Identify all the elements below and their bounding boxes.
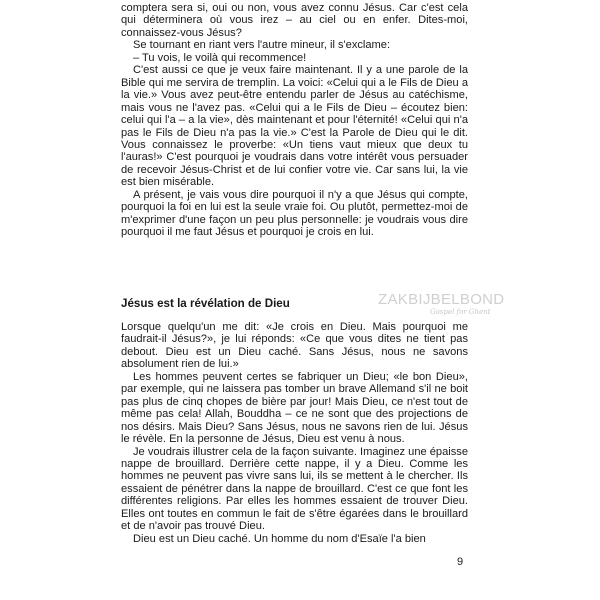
paragraph: – Tu vois, le voilà qui recommence!: [133, 51, 307, 64]
paragraph: Je voudrais illustrer cela de la façon suivante. Imaginez une épaisse nappe de brouillard. Derrière cette nappe, il y a Dieu. Comme les hommes ne peuvent pas vivre sans lui, ils se mettent à le chercher. Ils essaient de pénétrer dans la nappe de brouillard. C'est ce que font les différentes religions. Par elles les hommes essaient de trouver Dieu. Elles ont toutes en commun le fait de s'être égarées dans le brouillard et de n'avoir pas trouvé Dieu.: [121, 445, 468, 533]
paragraph: Les hommes peuvent certes se fabriquer un Dieu; «le bon Dieu», par exemple, qui ne laissera pas tomber un brave Allemand s'il ne boit pas plus de cinq chopes de bière par jour! Mais Dieu, ce n'est tout de même pas cela! Allah, Bouddha – ce ne sont que des projections de nos désirs. Mais Dieu? Sans Jésus, nous ne savons rien de lui. Jésus le révèle. En la personne de Jésus, Dieu est venu à nous.: [121, 370, 468, 446]
paragraph: C'est aussi ce que je veux faire maintenant. Il y a une parole de la Bible qui me servira de tremplin. La voici: «Celui qui a le Fils de Dieu a la vie.» Vous avez peut-être entendu parler de Jésus au catéchisme, mais vous ne l'avez pas. «Celui qui a le Fils de Dieu – écoutez bien: celui qui l'a – a la vie», dès maintenant et pour l'éternité! «Celui qui n'a pas le Fils de Dieu n'a pas la vie.» C'est la Parole de Dieu qui le dit. Vous connaissez le proverbe: «Un tiens vaut mieux que deux tu l'auras!» C'est pourquoi je voudrais dans votre intérêt vous persuader de recevoir Jésus-Christ et de lui confier votre vie. Car sans lui, la vie est bien misérable.: [121, 64, 468, 189]
text-block-bottom: [121, 321, 468, 545]
paragraph: Se tournant en riant vers l'autre mineur, il s'exclame:: [133, 39, 391, 52]
watermark-logo: [378, 291, 505, 321]
text-block-top: [121, 2, 468, 239]
page-number: 9: [457, 556, 464, 568]
paragraph: comptera sera si, oui ou non, vous avez connu Jésus. Car c'est cela qui déterminera où vous irez – au ciel ou en enfer. Dites-moi, connaissez-vous Jésus?: [121, 2, 468, 39]
paragraph: Dieu est un Dieu caché. Un homme du nom d'Esaïe l'a bien: [133, 532, 426, 545]
watermark-tagline: Gospel for Ghent: [430, 308, 491, 316]
paragraph: Lorsque quelqu'un me dit: «Je crois en Dieu. Mais pourquoi me faudrait-il Jésus?», je lui réponds: «Ce que vous dites ne tient pas debout. Dieu est un Dieu caché. Sans Jésus, nous ne savons absolument rien de lui.»: [121, 321, 468, 371]
paragraph: A présent, je vais vous dire pourquoi il n'y a que Jésus qui compte, pourquoi la foi en lui est la seule vraie foi. Ou plutôt, permettez-moi de m'exprimer d'une façon un peu plus personnelle: je voudrais vous dire pourquoi il me faut Jésus et pourquoi je crois en lui.: [121, 188, 468, 239]
section-heading: Jésus est la révélation de Dieu: [121, 297, 290, 310]
watermark-brand: ZAKBIJBELBOND: [378, 291, 505, 308]
